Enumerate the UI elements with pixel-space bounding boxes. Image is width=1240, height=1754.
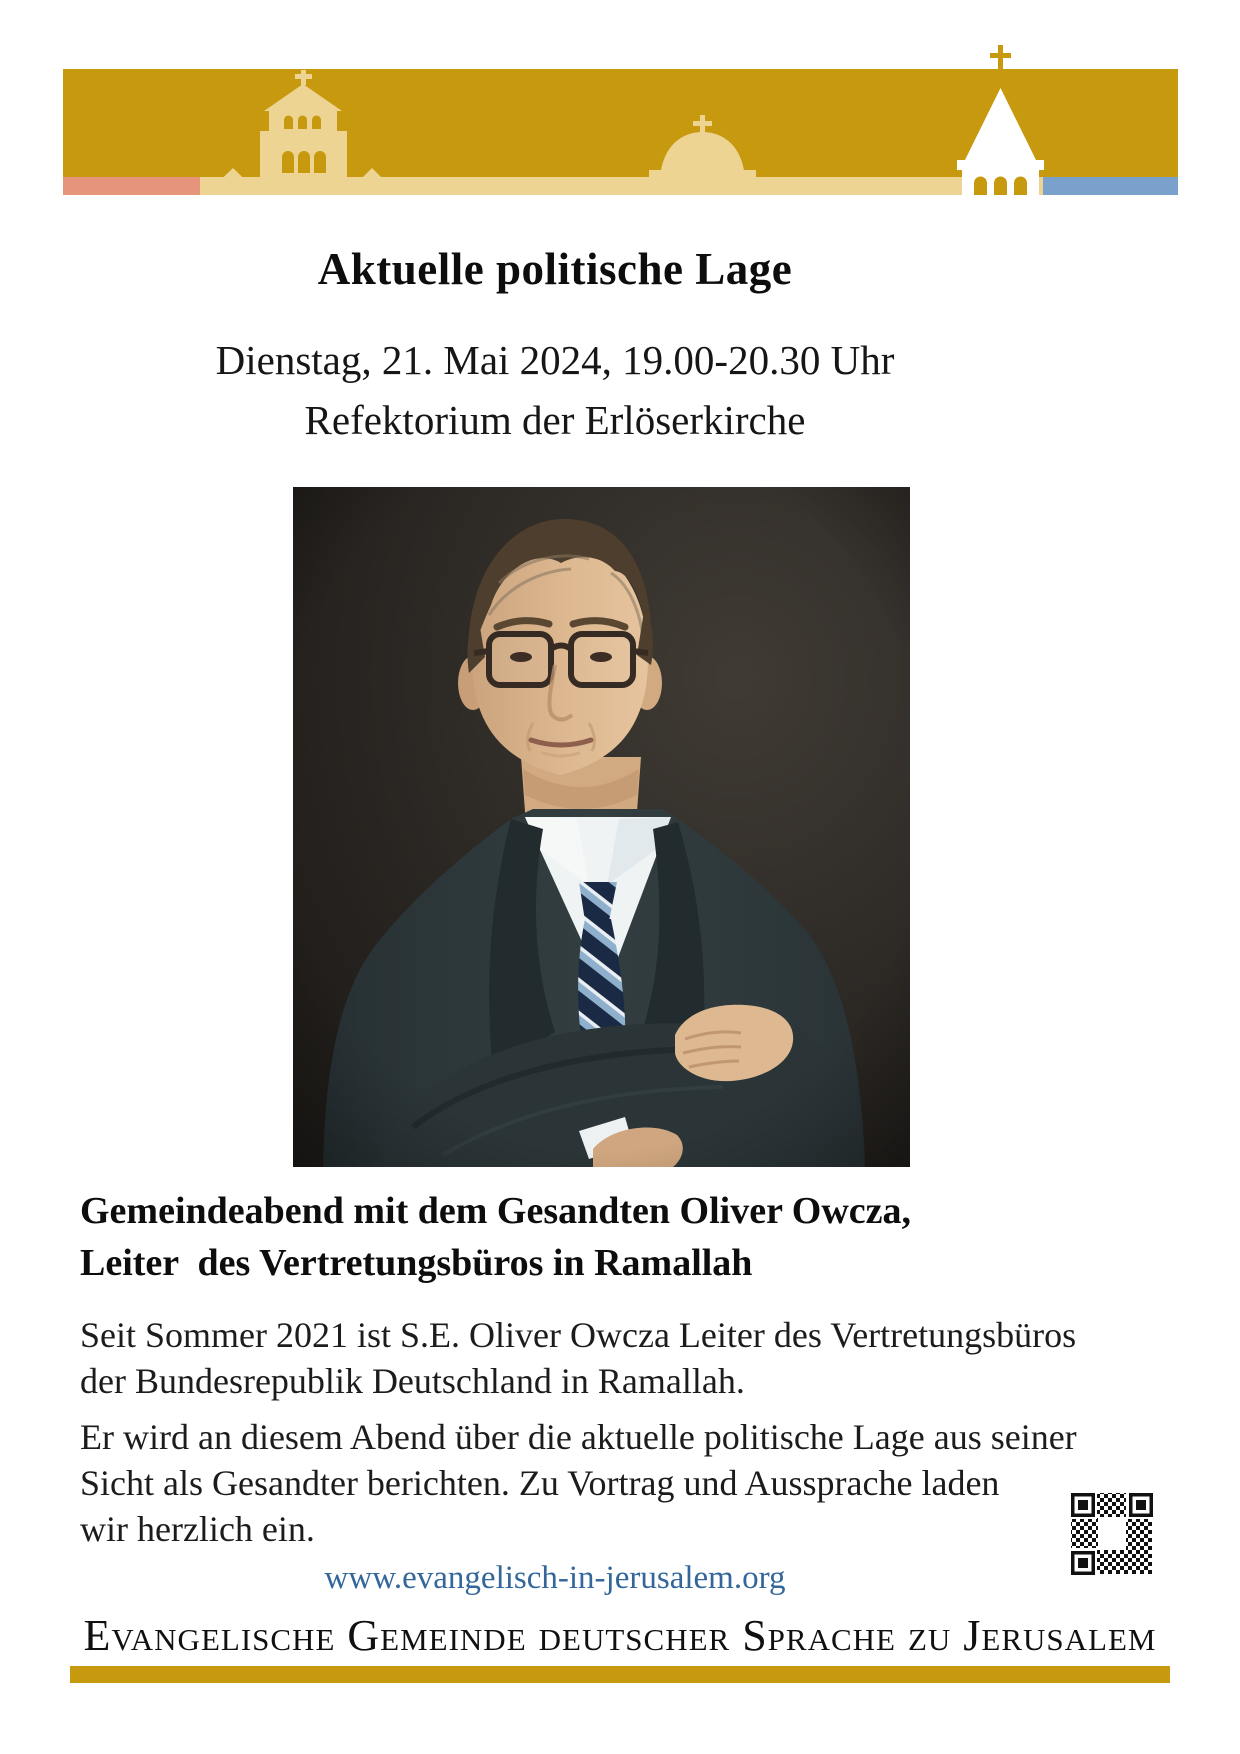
paragraph-line: Seit Sommer 2021 ist S.E. Oliver Owcza Leiter des Vertretungsbüros [80,1315,1077,1355]
paragraph-line: wir herzlich ein. [80,1509,315,1549]
event-title: Aktuelle politische Lage [317,244,793,294]
subtitle-line: Leiter des Vertretungsbüros in Ramallah [80,1242,753,1284]
blue-accent-strip [1043,177,1178,195]
event-datetime: Dienstag, 21. Mai 2024, 19.00-20.30 Uhr [215,337,895,383]
paragraph-line: Er wird an diesem Abend über die aktuelle politische Lage aus seiner [80,1417,1077,1457]
paragraph-invitation [80,1414,1077,1552]
salmon-accent-strip [63,177,200,195]
event-subtitle [80,1185,911,1289]
portrait-photo [293,487,910,1167]
event-location: Refektorium der Erlöserkirche [304,397,806,443]
paragraph-line: der Bundesrepublik Deutschland in Ramallah. [80,1361,745,1401]
website-row [0,1560,1110,1597]
subtitle-line: Gemeindeabend mit dem Gesandten Oliver Owcza, [80,1190,912,1232]
footer-gold-bar [70,1666,1170,1683]
organization-name: Evangelische Gemeinde deutscher Sprache zu Jerusalem [83,1611,1157,1660]
website-link[interactable]: www.evangelisch-in-jerusalem.org [324,1560,786,1596]
paragraph-line: Sicht als Gesandter berichten. Zu Vortrag und Aussprache laden [80,1463,1000,1503]
banner-church-skyline [63,40,1178,195]
paragraph-bio [80,1312,1076,1404]
